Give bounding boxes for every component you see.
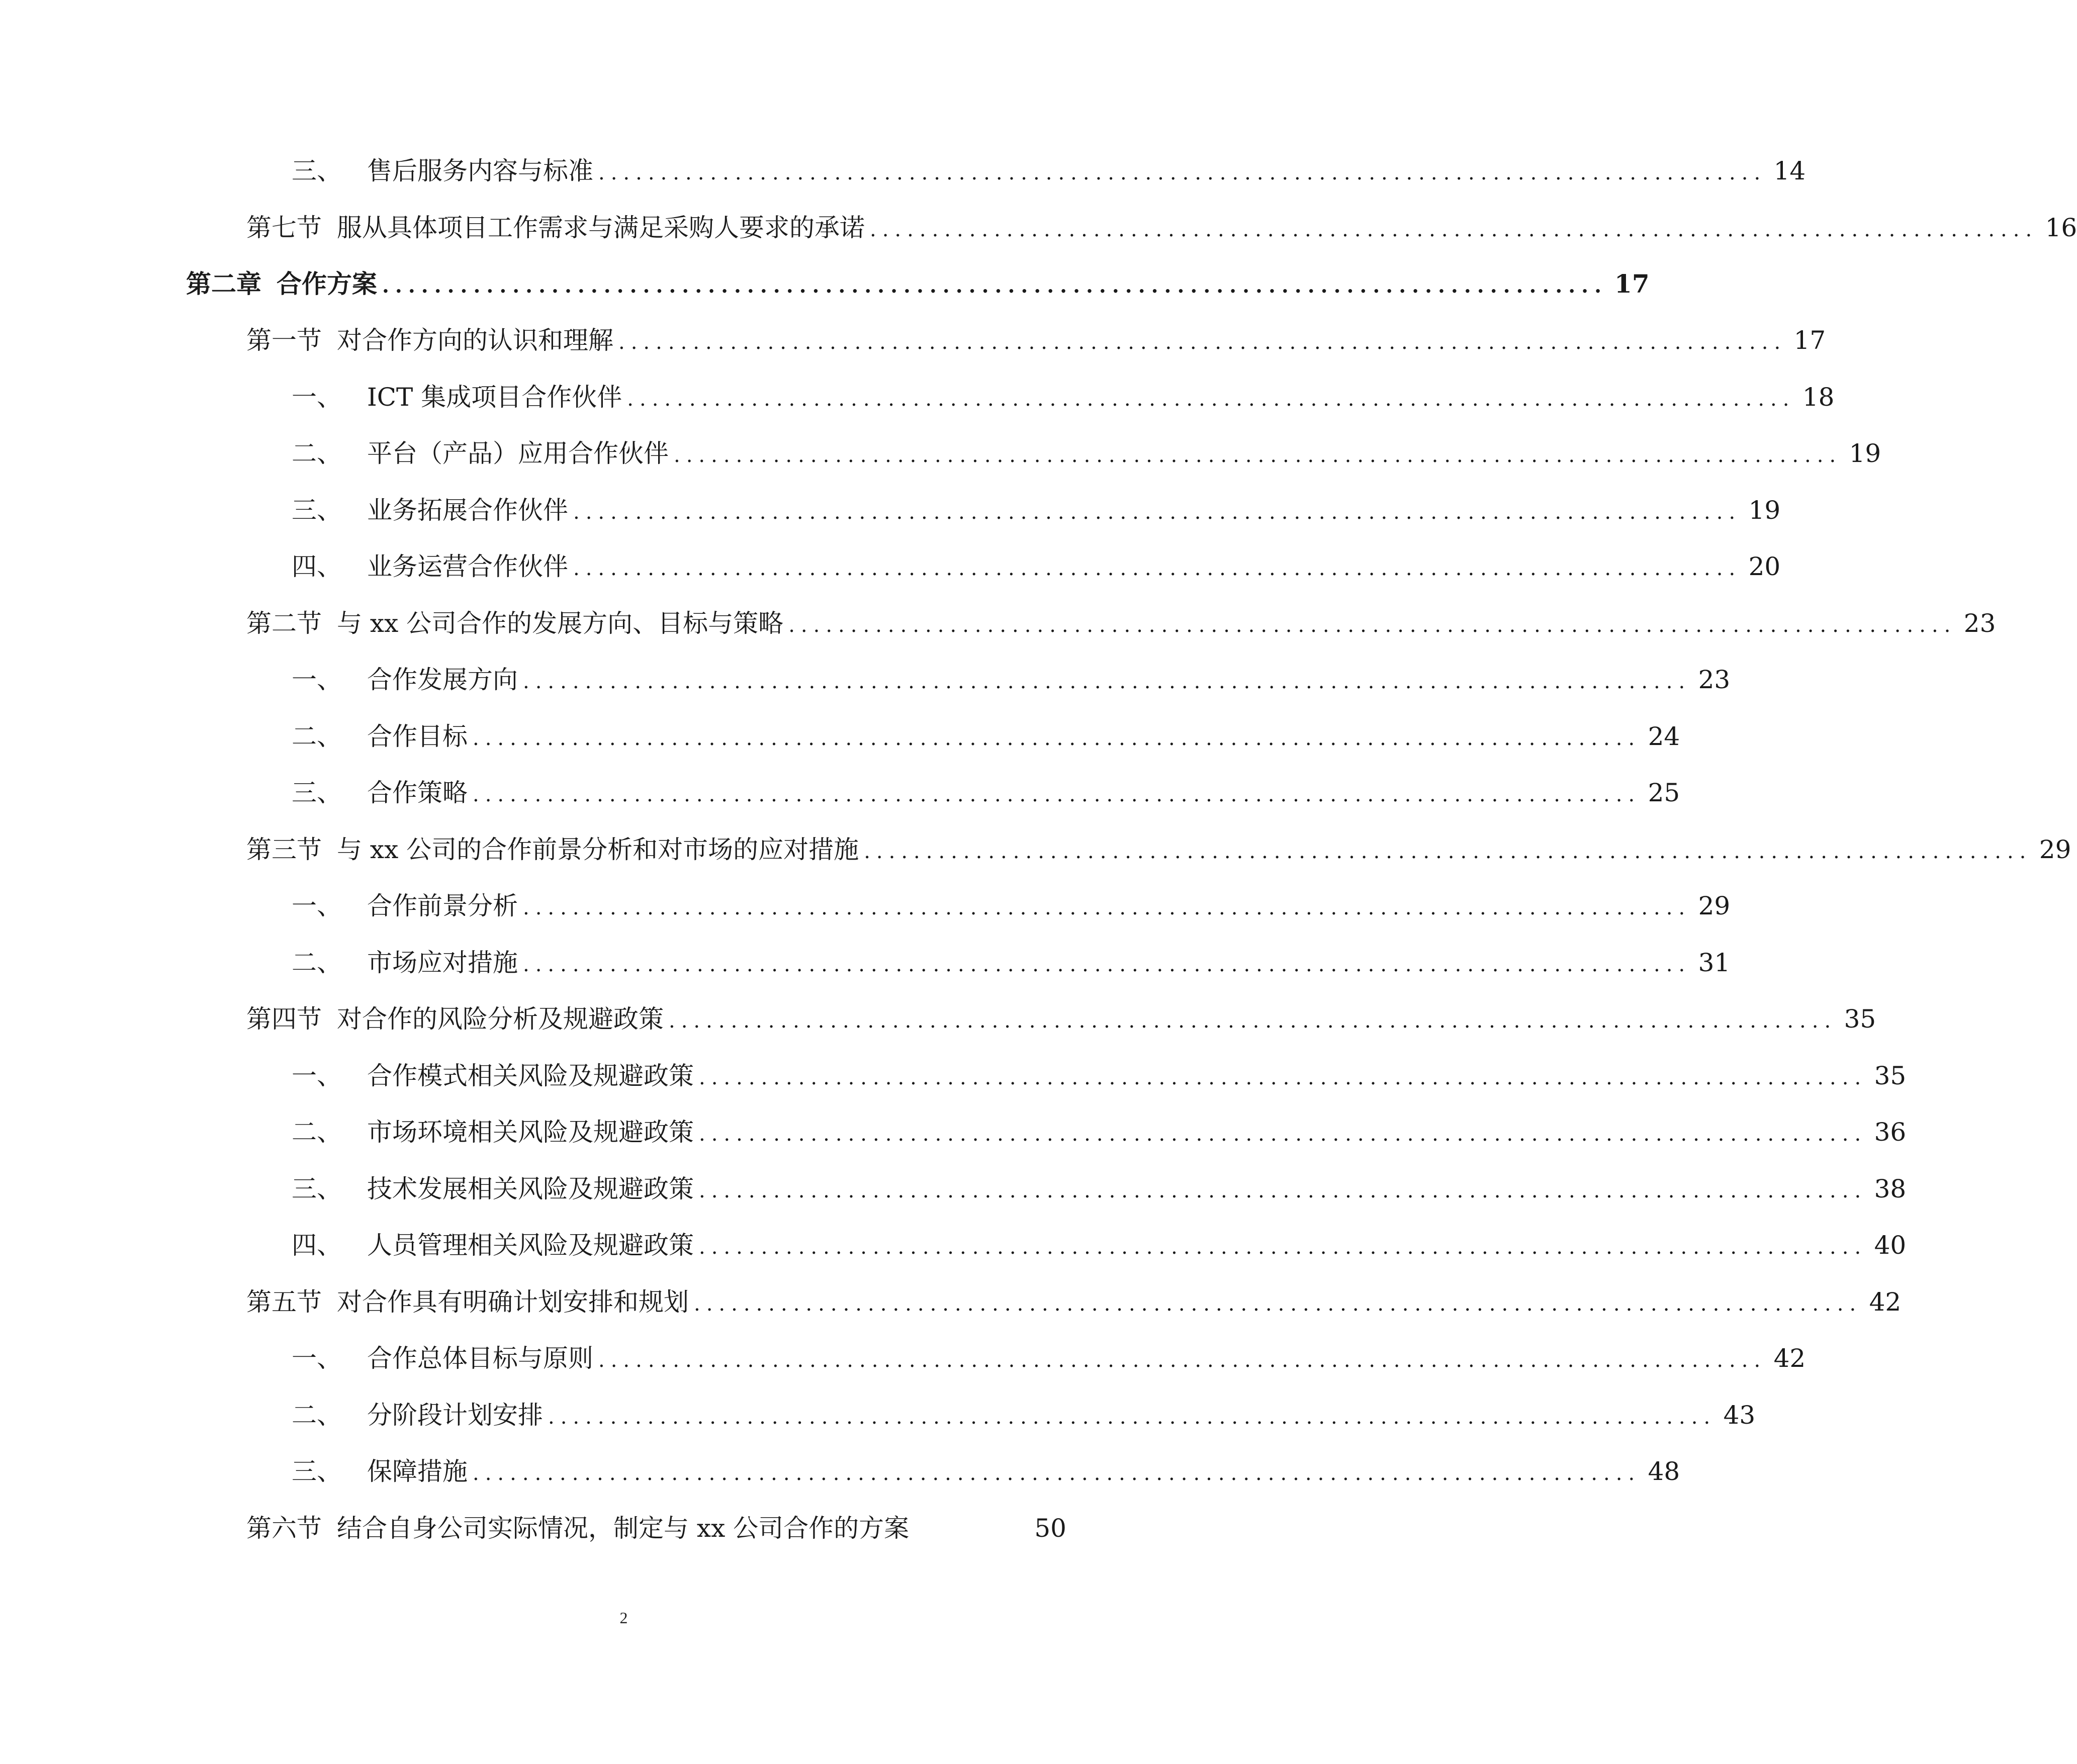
toc-entry-page: 16 xyxy=(2045,213,2077,242)
dot-leader: .............................................................................................. xyxy=(573,557,1742,580)
toc-entry-title: 技术发展相关风险及规避政策 xyxy=(367,1174,694,1203)
toc-entry[interactable] xyxy=(246,203,2077,253)
toc-entry-page: 29 xyxy=(1698,891,1731,920)
toc-entry-page: 40 xyxy=(1874,1231,1907,1260)
toc-entry-number: 第七节 xyxy=(246,213,322,242)
toc-entry-number: 三、 xyxy=(292,1174,342,1203)
toc-entry[interactable] xyxy=(292,1333,1806,1383)
toc-entry-page: 43 xyxy=(1723,1401,1756,1430)
toc-entry-number: 二、 xyxy=(292,439,342,468)
toc-entry[interactable] xyxy=(246,1503,1066,1553)
dot-leader: .............................................................................................. xyxy=(473,1462,1641,1485)
toc-entry-page: 20 xyxy=(1748,552,1781,581)
dot-leader: .............................................................................................. xyxy=(864,840,2032,863)
toc-entry-number: 二、 xyxy=(292,722,342,751)
toc-entry-title: 市场应对措施 xyxy=(367,948,518,977)
toc-entry[interactable] xyxy=(246,824,2071,875)
toc-entry-title: ICT 集成项目合作伙伴 xyxy=(367,383,622,412)
toc-entry-number: 二、 xyxy=(292,1401,342,1430)
dot-leader: .............................................................................................. xyxy=(699,1236,1867,1259)
toc-entry[interactable] xyxy=(292,372,1835,422)
toc-entry-page: 50 xyxy=(1034,1514,1066,1543)
toc-entry-number: 四、 xyxy=(292,1231,342,1260)
toc-entry-page: 42 xyxy=(1773,1344,1806,1373)
dot-leader: .............................................................................................. xyxy=(523,953,1691,976)
dot-leader: .............................................................................................. xyxy=(473,727,1641,750)
toc-entry-page: 38 xyxy=(1874,1174,1907,1203)
toc-entry[interactable] xyxy=(292,881,1731,931)
dot-leader: .............................................................................................. xyxy=(699,1123,1867,1146)
toc-entry-page: 48 xyxy=(1648,1457,1680,1486)
dot-leader: .............................................................................................. xyxy=(573,501,1742,524)
dot-leader: .............................................................................................. xyxy=(618,331,1787,354)
dot-leader: .............................................................................................. xyxy=(382,274,1608,298)
toc-entry-title: 对合作方向的认识和理解 xyxy=(337,326,613,355)
toc-entry-page: 19 xyxy=(1849,439,1881,468)
toc-entry-page: 14 xyxy=(1773,156,1806,185)
toc-entry-page: 18 xyxy=(1802,383,1835,412)
toc-entry-title: 与 xx 公司的合作前景分析和对市场的应对措施 xyxy=(337,835,859,864)
toc-entry-page: 31 xyxy=(1698,948,1731,977)
toc-entry-number: 第五节 xyxy=(246,1287,322,1317)
toc-entry[interactable] xyxy=(292,1107,1907,1157)
toc-entry-title: 保障措施 xyxy=(367,1457,468,1486)
toc-entry[interactable] xyxy=(292,541,1781,592)
dot-leader: .............................................................................................. xyxy=(523,896,1691,919)
toc-entry-page: 19 xyxy=(1748,496,1781,525)
toc-entry[interactable] xyxy=(292,146,1806,196)
toc-entry[interactable] xyxy=(292,1051,1907,1101)
toc-entry-page: 23 xyxy=(1698,665,1731,694)
dot-leader: .............................................................................................. xyxy=(694,1292,1862,1316)
toc-entry-number: 一、 xyxy=(292,891,342,920)
toc-entry-title: 合作总体目标与原则 xyxy=(367,1344,593,1373)
dot-leader: .............................................................................................. xyxy=(674,444,1842,467)
toc-entry-title: 分阶段计划安排 xyxy=(367,1401,543,1430)
toc-entry-page: 36 xyxy=(1874,1118,1907,1147)
toc-entry-number: 一、 xyxy=(292,1061,342,1090)
toc-entry-number: 第一节 xyxy=(246,326,322,355)
toc-entry-page: 35 xyxy=(1874,1061,1907,1090)
toc-entry-title: 合作目标 xyxy=(367,722,468,751)
toc-entry-title: 对合作具有明确计划安排和规划 xyxy=(337,1287,689,1317)
toc-entry-title: 合作模式相关风险及规避政策 xyxy=(367,1061,694,1090)
toc-entry-number: 三、 xyxy=(292,1457,342,1486)
toc-entry-title: 合作方案 xyxy=(277,269,377,299)
toc-entry-page: 24 xyxy=(1648,722,1680,751)
toc-entry-number: 第六节 xyxy=(246,1514,322,1543)
toc-entry[interactable] xyxy=(246,994,1876,1044)
toc-entry[interactable] xyxy=(246,315,1826,365)
dot-leader: .............................................................................................. xyxy=(523,670,1691,693)
toc-entry-page: 29 xyxy=(2039,835,2071,864)
toc-entry-title: 合作发展方向 xyxy=(367,665,518,694)
toc-entry[interactable] xyxy=(292,428,1881,479)
dot-leader: .............................................................................................. xyxy=(788,614,1957,637)
toc-entry-title: 业务运营合作伙伴 xyxy=(367,552,568,581)
toc-entry[interactable] xyxy=(292,711,1680,762)
toc-entry[interactable] xyxy=(292,768,1680,818)
dot-leader: .............................................................................................. xyxy=(598,161,1767,184)
dot-leader: .............................................................................................. xyxy=(598,1349,1767,1372)
toc-entry[interactable] xyxy=(292,938,1731,988)
toc-entry-number: 三、 xyxy=(292,496,342,525)
toc-entry-number: 一、 xyxy=(292,1344,342,1373)
toc-entry-title: 平台（产品）应用合作伙伴 xyxy=(367,439,669,468)
toc-entry-page: 17 xyxy=(1793,326,1826,355)
dot-leader: .............................................................................................. xyxy=(699,1066,1867,1089)
toc-entry[interactable] xyxy=(292,485,1781,535)
dot-leader: .............................................................................................. xyxy=(548,1406,1717,1429)
toc-entry-title: 售后服务内容与标准 xyxy=(367,156,593,185)
toc-entry[interactable] xyxy=(292,1164,1907,1214)
toc-entry-page: 23 xyxy=(1963,609,1996,638)
toc-entry-title: 服从具体项目工作需求与满足采购人要求的承诺 xyxy=(337,213,865,242)
toc-entry-number: 二、 xyxy=(292,948,342,977)
toc-entry-number: 第二章 xyxy=(186,269,261,299)
toc-entry[interactable] xyxy=(246,598,1996,648)
toc-entry-title: 人员管理相关风险及规避政策 xyxy=(367,1231,694,1260)
toc-entry-title: 与 xx 公司合作的发展方向、目标与策略 xyxy=(337,609,784,638)
toc-entry[interactable] xyxy=(292,1390,1756,1440)
dot-leader: .............................................................................................. xyxy=(699,1179,1867,1202)
toc-entry-title: 合作前景分析 xyxy=(367,891,518,920)
dot-leader: .............................................................................................. xyxy=(627,388,1795,411)
toc-entry-title: 市场环境相关风险及规避政策 xyxy=(367,1118,694,1147)
toc-entry-number: 第三节 xyxy=(246,835,322,864)
toc-entry[interactable] xyxy=(186,259,1650,309)
toc-entry-number: 三、 xyxy=(292,778,342,807)
page-number: 2 xyxy=(619,1609,628,1627)
toc-entry-number: 一、 xyxy=(292,383,342,412)
toc-entry-number: 第四节 xyxy=(246,1004,322,1034)
toc-entry[interactable] xyxy=(292,1220,1907,1270)
toc-entry-title: 对合作的风险分析及规避政策 xyxy=(337,1004,664,1034)
toc-entry[interactable] xyxy=(292,655,1731,705)
toc-entry-number: 第二节 xyxy=(246,609,322,638)
toc-entry-title: 结合自身公司实际情况，制定与 xx 公司合作的方案 xyxy=(337,1514,910,1543)
toc-entry-page: 17 xyxy=(1614,269,1650,299)
toc-entry-number: 二、 xyxy=(292,1118,342,1147)
toc-entry-title: 合作策略 xyxy=(367,778,468,807)
toc-entry-page: 25 xyxy=(1648,778,1680,807)
dot-leader: .............................................................................................. xyxy=(669,1009,1837,1033)
toc-entry-page: 35 xyxy=(1844,1004,1876,1034)
toc-entry-number: 一、 xyxy=(292,665,342,694)
toc-entry-page: 42 xyxy=(1869,1287,1902,1317)
dot-leader: .............................................................................................. xyxy=(473,783,1641,806)
dot-leader: .............................................................................................. xyxy=(870,218,2038,241)
toc-entry-number: 三、 xyxy=(292,156,342,185)
toc-entry-title: 业务拓展合作伙伴 xyxy=(367,496,568,525)
toc-entry[interactable] xyxy=(292,1446,1680,1497)
toc-entry[interactable] xyxy=(246,1277,1902,1327)
toc-entry-number: 四、 xyxy=(292,552,342,581)
